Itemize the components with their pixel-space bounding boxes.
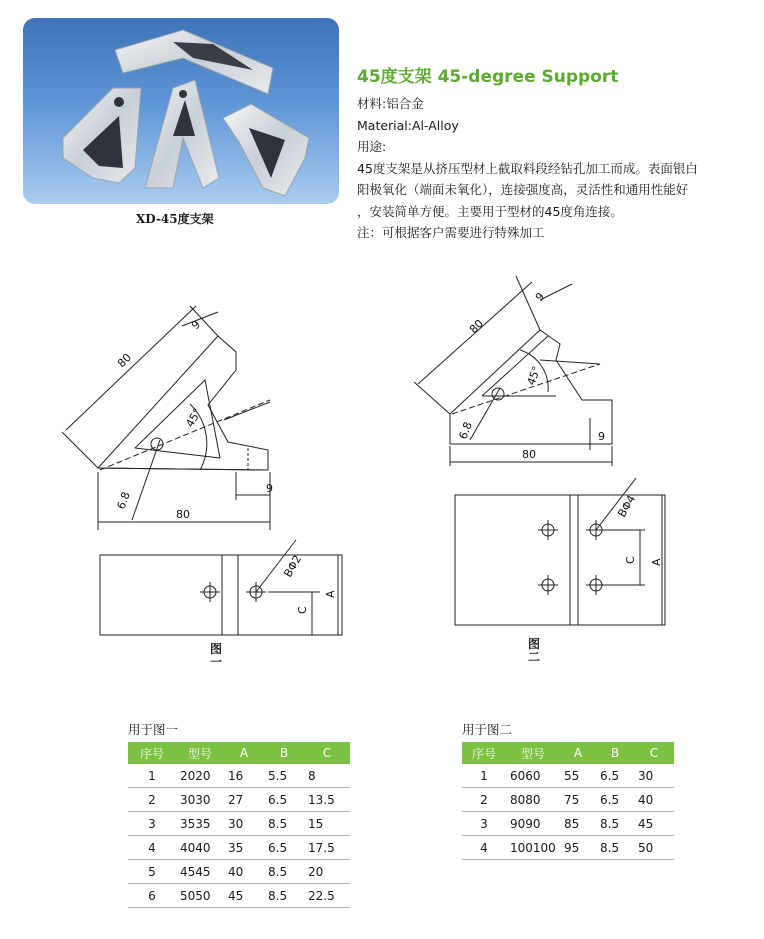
table-cell: 3030: [176, 788, 224, 812]
table-cell: 5050: [176, 884, 224, 908]
table-row: [128, 884, 350, 908]
fig1-dim-a: A: [324, 590, 337, 598]
table-cell: 1: [128, 764, 176, 788]
table-cell: 100100: [506, 836, 560, 860]
table-cell: 55: [560, 764, 596, 788]
table-cell: 4: [462, 836, 506, 860]
table2: [462, 742, 674, 860]
table-cell: 5: [128, 860, 176, 884]
table-row: [128, 764, 350, 788]
figure2-label: [524, 638, 544, 664]
table-cell: 4: [128, 836, 176, 860]
table-cell: 40: [634, 788, 674, 812]
table-cell: 6: [128, 884, 176, 908]
product-photo: [23, 18, 339, 204]
table-cell: 6060: [506, 764, 560, 788]
figure2-label-line1: 图: [527, 637, 540, 651]
photo-caption: XD-45度支架: [136, 212, 214, 226]
usage-line-1: 45度支架是从挤压型材上截取料段经钻孔加工而成。表面银白: [357, 160, 698, 176]
fig2-dim-80-slant: 80: [466, 317, 487, 337]
table1-header: 型号: [176, 742, 224, 764]
table-cell: 6.5: [264, 788, 304, 812]
table-cell: 30: [224, 812, 264, 836]
table2-header-row: [462, 742, 674, 764]
table-cell: 8.5: [264, 812, 304, 836]
table-cell: 8.5: [596, 836, 634, 860]
fig2-dim-a: A: [650, 558, 663, 566]
table-cell: 3: [128, 812, 176, 836]
fig2-dim-80-bottom: 80: [522, 448, 536, 461]
fig2-dim-c: C: [624, 556, 637, 564]
table2-header: B: [596, 742, 634, 764]
fig1-dim-c: C: [296, 606, 309, 614]
table1-header: 序号: [128, 742, 176, 764]
material-en: Material:Al-Alloy: [357, 117, 459, 133]
table-cell: 2: [462, 788, 506, 812]
table-cell: 8.5: [264, 884, 304, 908]
table-cell: 9090: [506, 812, 560, 836]
table-cell: 1: [462, 764, 506, 788]
table1-header: A: [224, 742, 264, 764]
table-row: [462, 764, 674, 788]
table2-header: C: [634, 742, 674, 764]
usage-label: 用途:: [357, 139, 387, 154]
table-cell: 85: [560, 812, 596, 836]
table1-title: 用于图一: [128, 722, 179, 737]
table2-header: 型号: [506, 742, 560, 764]
table2-title: 用于图二: [462, 722, 513, 737]
figure1-top-view: [100, 540, 342, 635]
table-cell: 2020: [176, 764, 224, 788]
table-cell: 8.5: [596, 812, 634, 836]
table-cell: 3535: [176, 812, 224, 836]
table-cell: 16: [224, 764, 264, 788]
table-row: [462, 812, 674, 836]
usage-note: 注：可根据客户需要进行特殊加工: [357, 225, 545, 240]
table1-header: B: [264, 742, 304, 764]
fig1-dim-b: BΦ2: [281, 552, 305, 580]
table-row: [462, 836, 674, 860]
table-cell: 8.5: [264, 860, 304, 884]
table-cell: 6.5: [264, 836, 304, 860]
table-row: [128, 836, 350, 860]
table-cell: 4545: [176, 860, 224, 884]
table-cell: 22.5: [304, 884, 350, 908]
table-cell: 20: [304, 860, 350, 884]
table-cell: 27: [224, 788, 264, 812]
product-description: [357, 93, 752, 244]
figure2-side-view: [414, 276, 612, 466]
table-cell: 8: [304, 764, 350, 788]
fig2-dim-45: 45°: [524, 364, 544, 388]
table-cell: 50: [634, 836, 674, 860]
fig2-dim-6-8: 6.8: [456, 420, 475, 442]
table-cell: 5.5: [264, 764, 304, 788]
table-cell: 17.5: [304, 836, 350, 860]
table-cell: 75: [560, 788, 596, 812]
table-cell: 30: [634, 764, 674, 788]
table-cell: 3: [462, 812, 506, 836]
table1-header-row: [128, 742, 350, 764]
fig1-dim-6-8: 6.8: [114, 490, 133, 512]
figure1-label-line2: 一: [209, 655, 222, 669]
table-cell: 45: [634, 812, 674, 836]
fig1-dim-80-bottom: 80: [176, 508, 190, 521]
figure1-label-line1: 图: [209, 642, 222, 656]
table2-header: 序号: [462, 742, 506, 764]
table-row: [128, 812, 350, 836]
fig1-dim-45: 45°: [183, 406, 205, 430]
table-row: [128, 788, 350, 812]
bracket-photo-illustration: [23, 18, 339, 204]
table-cell: 4040: [176, 836, 224, 860]
table-cell: 40: [224, 860, 264, 884]
table-cell: 95: [560, 836, 596, 860]
table-cell: 15: [304, 812, 350, 836]
fig1-dim-9-top: 9: [188, 317, 204, 333]
fig2-dim-9-top: 9: [532, 289, 548, 305]
fig2-dim-9-right: 9: [598, 430, 605, 443]
table2-header: A: [560, 742, 596, 764]
table-cell: 8080: [506, 788, 560, 812]
fig1-dim-80-slant: 80: [114, 351, 135, 371]
figure1-side-view: [62, 306, 270, 530]
material-cn: 材料:铝合金: [357, 96, 424, 111]
usage-line-2: 阳极氧化（端面未氧化），连接强度高，灵活性和通用性能好: [357, 182, 689, 197]
table-cell: 35: [224, 836, 264, 860]
figure2-label-line2: 二: [527, 650, 540, 664]
table-cell: 13.5: [304, 788, 350, 812]
product-title: 45度支架 45-degree Support: [357, 67, 619, 87]
table-row: [128, 860, 350, 884]
table1-header: C: [304, 742, 350, 764]
table-cell: 6.5: [596, 788, 634, 812]
table1: [128, 742, 350, 908]
figure1-label: [206, 643, 226, 669]
table-row: [462, 788, 674, 812]
table-cell: 2: [128, 788, 176, 812]
fig1-dim-9-right: 9: [266, 482, 273, 495]
table-cell: 6.5: [596, 764, 634, 788]
table-cell: 45: [224, 884, 264, 908]
fig2-dim-b: BΦ4: [615, 492, 639, 520]
usage-line-3: ，安装简单方便。主要用于型材的45度角连接。: [357, 203, 623, 219]
technical-drawings: [0, 250, 764, 680]
